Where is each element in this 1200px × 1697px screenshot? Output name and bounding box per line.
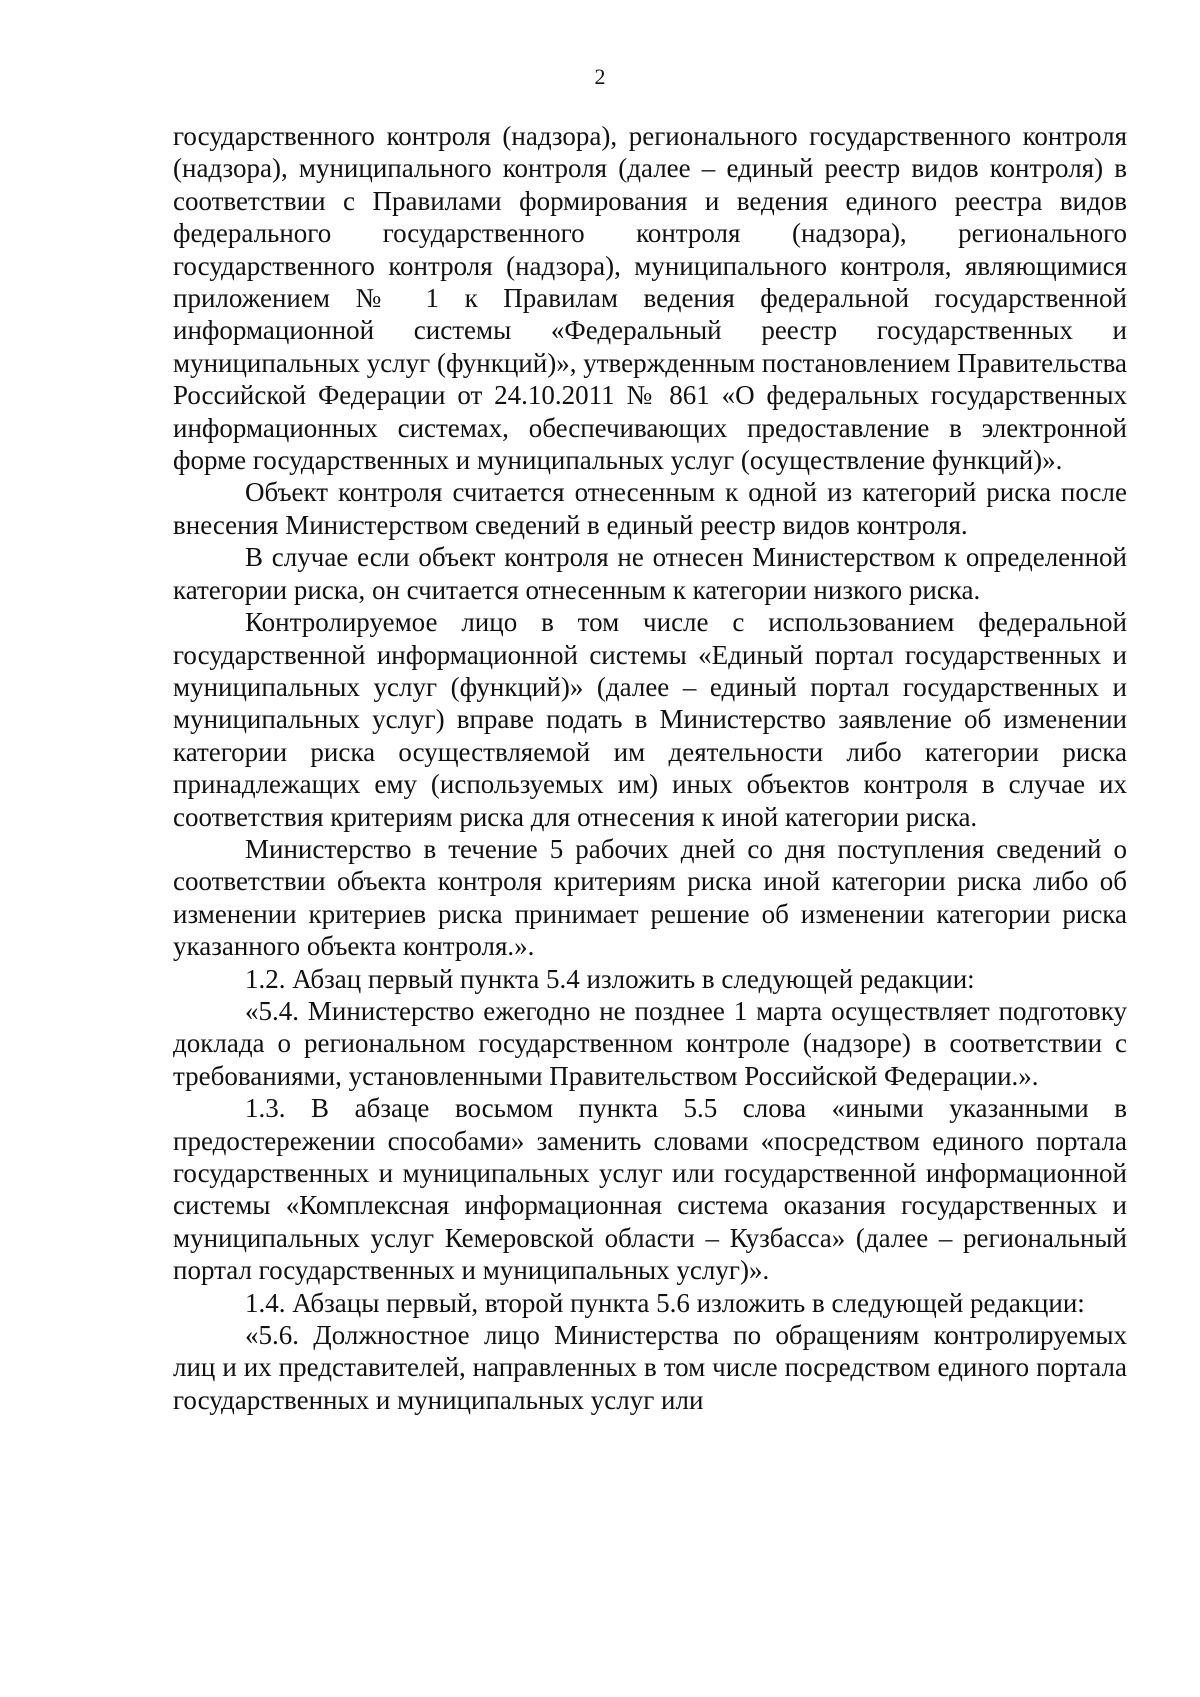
page-number: 2 — [594, 64, 606, 89]
paragraph-risk-category-assignment: Объект контроля считается отнесенным к одной из категорий риска после внесения Министерством сведений в единый реестр видов контроля. — [173, 477, 1127, 540]
document-body — [173, 120, 1127, 1416]
paragraph-amendment-1-2: 1.2. Абзац первый пункта 5.4 изложить в следующей редакции: — [245, 963, 975, 994]
paragraph-amendment-1-4: 1.4. Абзацы первый, второй пункта 5.6 изложить в следующей редакции: — [245, 1287, 1085, 1318]
paragraph-continuation: государственного контроля (надзора), регионального государственного контроля (надзора), муниципального контроля (далее – единый реестр видов контроля) в соответствии с Правилами формирования и ведения единого реестра видов федерального государственного контроля (надзора), регионального государственного контроля (надзора), муниципального контроля, являющимися приложением № 1 к Правилам ведения федеральной государственной информационной системы «Федеральный реестр государственных и муниципальных услуг (функций)», утвержденным постановлением Правительства Российской Федерации от 24.10.2011 № 861 «О федеральных государственных информационных системах, обеспечивающих предоставление в электронной форме государственных и муниципальных услуг (осуществление функций)». — [173, 121, 1127, 476]
paragraph-ministry-decision: Министерство в течение 5 рабочих дней со дня поступления сведений о соответствии объекта контроля критериям риска иной категории риска либо об изменении критериев риска принимает решение об изменении категории риска указанного объекта контроля.». — [173, 833, 1127, 962]
paragraph-amendment-1-3: 1.3. В абзаце восьмом пункта 5.5 слова «иными указанными в предостережении способами» заменить словами «посредством единого портала государственных и муниципальных услуг или государственной информационной системы «Комплексная информационная система оказания государственных и муниципальных услуг Кемеровской области – Кузбасса» (далее – региональный портал государственных и муниципальных услуг)». — [173, 1093, 1127, 1286]
paragraph-change-request: Контролируемое лицо в том числе с использованием федеральной государственной информационной системы «Единый портал государственных и муниципальных услуг (функций)» (далее – единый портал государственных и муниципальных услуг) вправе подать в Министерство заявление об изменении категории риска осуществляемой им деятельности либо категории риска принадлежащих ему (используемых им) иных объектов контроля в случае их соответствия критериям риска для отнесения к иной категории риска. — [173, 607, 1127, 832]
paragraph-clause-5-6: «5.6. Должностное лицо Министерства по обращениям контролируемых лиц и их представителей, направленных в том числе посредством единого портала государственных и муниципальных услуг или — [173, 1320, 1127, 1415]
paragraph-low-risk-default: В случае если объект контроля не отнесен Министерством к определенной категории риска, он считается отнесенным к категории низкого риска. — [173, 542, 1127, 605]
paragraph-clause-5-4: «5.4. Министерство ежегодно не позднее 1 марта осуществляет подготовку доклада о региональном государственном контроле (надзоре) в соответствии с требованиями, установленными Правительством Российской Федерации.». — [173, 995, 1127, 1091]
